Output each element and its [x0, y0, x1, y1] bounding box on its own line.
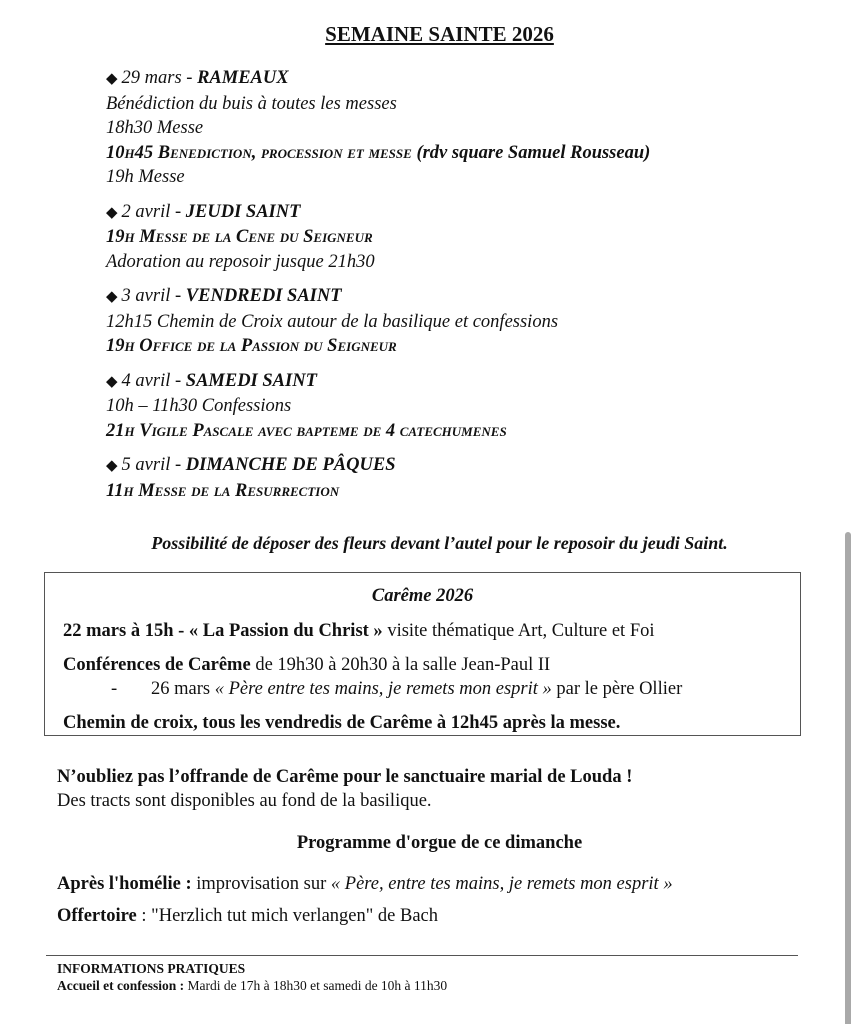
diamond-bullet-icon: ◆	[106, 204, 118, 221]
orgue-line1-quote: « Père, entre tes mains, je remets mon esprit »	[330, 874, 673, 894]
careme-box	[44, 572, 801, 736]
schedule-line	[106, 92, 806, 117]
schedule-line-text: 10h – 11h30 Confessions	[106, 396, 292, 416]
orgue-line1-text: improvisation sur	[191, 874, 331, 894]
schedule-line	[106, 479, 806, 504]
schedule-line	[106, 310, 806, 335]
conf-item-date: 26 mars	[151, 679, 215, 699]
day-date: 3 avril -	[121, 286, 186, 306]
schedule-line	[106, 394, 806, 419]
info-text: Mardi de 17h à 18h30 et samedi de 10h à 11h30	[184, 978, 448, 993]
info-label: Accueil et confession :	[57, 978, 185, 993]
orgue-line-offertoire	[57, 900, 673, 932]
schedule-line	[106, 419, 806, 444]
schedule-line-text: 10h45 Benediction, procession et messe	[106, 142, 412, 163]
day-heading	[106, 284, 806, 310]
day-name: SAMEDI SAINT	[185, 370, 317, 391]
schedule-line	[106, 116, 806, 141]
divider	[46, 955, 798, 956]
diamond-bullet-icon: ◆	[106, 373, 118, 390]
conf-item-quote: « Père entre tes mains, je remets mon esprit »	[214, 679, 552, 699]
careme-conference-item	[63, 677, 800, 701]
schedule-line	[106, 334, 806, 359]
info-line	[57, 977, 447, 994]
orgue-line-homelie	[57, 868, 673, 900]
day-heading	[106, 200, 806, 226]
orgue-line1-label: Après l'homélie :	[57, 874, 192, 894]
schedule-line	[106, 141, 806, 166]
careme-conferences	[63, 653, 800, 677]
careme-visit-rest: visite thématique Art, Culture et Foi	[382, 621, 655, 641]
orgue-program	[57, 868, 673, 932]
schedule-day	[106, 369, 806, 444]
schedule-day	[106, 453, 806, 503]
day-heading	[106, 453, 806, 479]
day-date: 4 avril -	[121, 370, 186, 391]
schedule-line-text: Adoration au reposoir jusque 21h30	[106, 251, 375, 272]
schedule-line	[106, 250, 806, 275]
offrande-text: Des tracts sont disponibles au fond de la basilique.	[57, 791, 432, 811]
info-pratiques	[57, 960, 447, 994]
day-heading	[106, 66, 806, 92]
schedule-line-text: 11h Messe de la Resurrection	[106, 480, 340, 501]
schedule-line-text: 19h Messe	[106, 167, 185, 187]
day-name: DIMANCHE DE PÂQUES	[185, 455, 396, 475]
schedule-day	[106, 66, 806, 190]
careme-conf-rest: de 19h30 à 20h30 à la salle Jean-Paul II	[250, 655, 551, 675]
dash-bullet: -	[111, 679, 118, 699]
offrande-section	[57, 765, 632, 813]
careme-visit	[63, 619, 800, 643]
day-date: 29 mars -	[121, 68, 198, 88]
orgue-line2-label: Offertoire	[57, 906, 137, 926]
conf-item-speaker: par le père Ollier	[551, 679, 683, 699]
schedule-line-text: Bénédiction du buis à toutes les messes	[106, 93, 397, 114]
schedule-line	[106, 165, 806, 190]
schedule-line-text: 19h Office de la Passion du Seigneur	[106, 336, 397, 356]
schedule-line-text: 12h15 Chemin de Croix autour de la basilique et confessions	[106, 311, 559, 332]
day-name: JEUDI SAINT	[185, 201, 301, 222]
careme-chemin-de-croix: Chemin de croix, tous les vendredis de Carême à 12h45 après la messe.	[63, 713, 621, 733]
flowers-note: Possibilité de déposer des fleurs devant l’autel pour le reposoir du jeudi Saint.	[151, 533, 728, 553]
day-heading	[106, 369, 806, 395]
holy-week-schedule	[106, 66, 806, 513]
vertical-scrollbar[interactable]	[845, 532, 851, 1024]
schedule-line	[106, 225, 806, 250]
offrande-heading: N’oubliez pas l’offrande de Carême pour le sanctuaire marial de Louda !	[57, 767, 633, 787]
orgue-title: Programme d'orgue de ce dimanche	[296, 833, 583, 853]
day-date: 2 avril -	[121, 201, 186, 222]
page-title: SEMAINE SAINTE 2026	[325, 22, 554, 46]
careme-title: Carême 2026	[371, 586, 474, 606]
info-title: INFORMATIONS PRATIQUES	[57, 961, 246, 976]
orgue-line2-text: : "Herzlich tut mich verlangen" de Bach	[136, 906, 439, 926]
schedule-line-text: 19h Messe de la Cene du Seigneur	[106, 227, 373, 247]
schedule-day	[106, 284, 806, 359]
day-name: VENDREDI SAINT	[185, 286, 342, 306]
day-name: RAMEAUX	[197, 68, 289, 88]
careme-visit-bold: 22 mars à 15h - « La Passion du Christ »	[63, 621, 383, 641]
diamond-bullet-icon: ◆	[106, 289, 118, 305]
careme-conf-bold: Conférences de Carême	[63, 655, 251, 675]
schedule-line-suffix: (rdv square Samuel Rousseau)	[411, 142, 651, 163]
schedule-day	[106, 200, 806, 275]
schedule-line-text: 18h30 Messe	[106, 118, 204, 138]
schedule-line-text: 21h Vigile Pascale avec bapteme de 4 catechumenes	[106, 420, 507, 441]
diamond-bullet-icon: ◆	[106, 71, 118, 87]
diamond-bullet-icon: ◆	[106, 458, 118, 474]
day-date: 5 avril -	[121, 455, 186, 475]
